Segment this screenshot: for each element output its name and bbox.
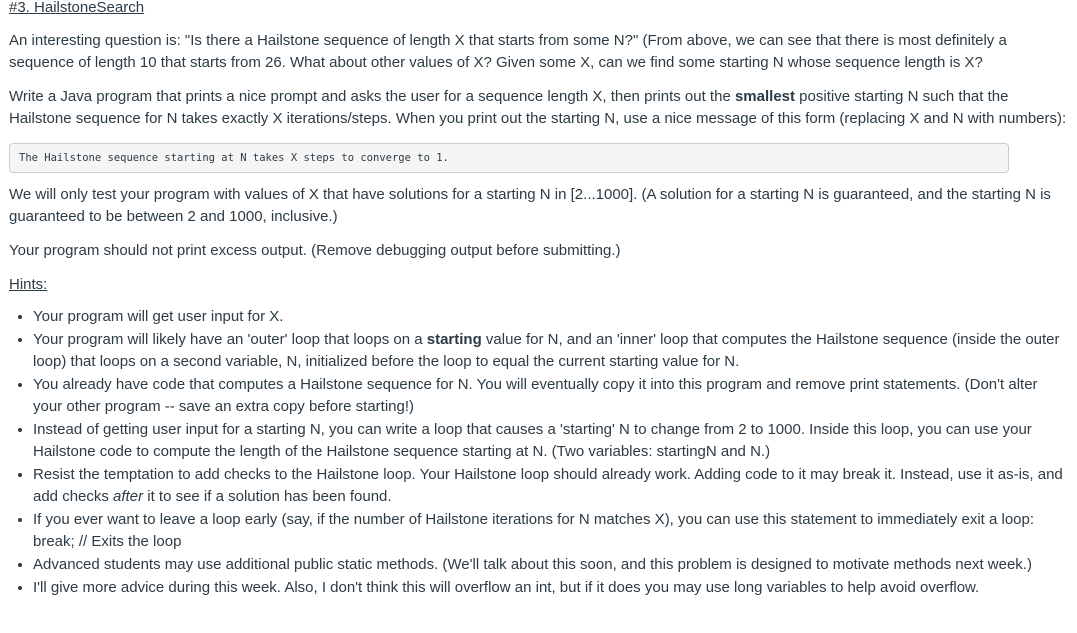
task-emphasis: smallest: [734, 88, 796, 105]
hint-item: • Advanced students may use additional public static methods. (We'll talk about this soon, and this problem is designed to motivate methods next week.): [33, 554, 1068, 576]
hint-text: Your program will likely have an 'outer' loop that loops on a: [33, 331, 427, 348]
hint-code-line: break; // Exits the loop: [33, 533, 182, 550]
test-range-paragraph: We will only test your program with values of X that have solutions for a starting N in [2...1000]. (A solution for a starting N is guaranteed, and the starting N is guaranteed to be between 2 and 1000, inclusive.): [9, 186, 1051, 225]
hint-item: • Instead of getting user input for a starting N, you can write a loop that causes a 'starting' N to change from 2 to 1000. Inside this loop, you can use your Hailstone code to compute the length of the Hailstone sequence starting at N. (Two variables: startingN and N.): [33, 419, 1068, 463]
task-text-before: Write a Java program that prints a nice prompt and asks the user for a sequence length X, then prints out the: [9, 88, 735, 105]
task-text-after: positive starting N such that the Hailstone sequence for N takes exactly X iterations/steps. When you print out the starting N, use a nice message of this form (replacing X and N with numbers):: [9, 88, 1067, 127]
hint-emphasis: starting: [426, 331, 482, 348]
task-paragraph: [9, 86, 1068, 130]
intro-paragraph: An interesting question is: "Is there a Hailstone sequence of length X that starts from some N?" (From above, we can see that there is most definitely a sequence of length 10 that starts from 26. What about other values of X? Given some X, can we find some starting N whose sequence length is X?: [9, 32, 1007, 71]
hint-item: • I'll give more advice during this week. Also, I don't think this will overflow an int, but if it does you may use long variables to help avoid overflow.: [33, 577, 1068, 599]
hints-heading: Hints:: [9, 276, 48, 293]
hint-emphasis: after: [113, 488, 144, 505]
hint-item: [33, 509, 1068, 553]
hint-item: • Your program will get user input for X.: [33, 306, 1068, 328]
hint-text: value for N, and an 'inner' loop that computes the Hailstone sequence (inside the outer loop) that loops on a second variable, N, initialized before the loop to equal the current starting value for N.: [33, 331, 1060, 370]
section-title: #3. HailstoneSearch: [9, 0, 145, 16]
hint-item: [33, 464, 1068, 508]
no-excess-paragraph: Your program should not print excess output. (Remove debugging output before submitting.): [9, 242, 621, 259]
hint-item: • You already have code that computes a Hailstone sequence for N. You will eventually copy it into this program and remove print statements. (Don't alter your other program -- save an extra copy before starting!): [33, 374, 1068, 418]
hints-list: [9, 306, 1068, 599]
hint-text: If you ever want to leave a loop early (say, if the number of Hailstone iterations for N matches X), you can use this statement to immediately exit a loop:: [33, 511, 1035, 528]
hint-text: it to see if a solution has been found.: [143, 488, 392, 505]
code-sample-box: The Hailstone sequence starting at N takes X steps to converge to 1.: [9, 143, 1009, 173]
hint-text: Resist the temptation to add checks to the Hailstone loop. Your Hailstone loop should already work. Adding code to it may break it. Instead, use it as-is, and add checks: [33, 466, 1063, 505]
hint-item: [33, 329, 1068, 373]
